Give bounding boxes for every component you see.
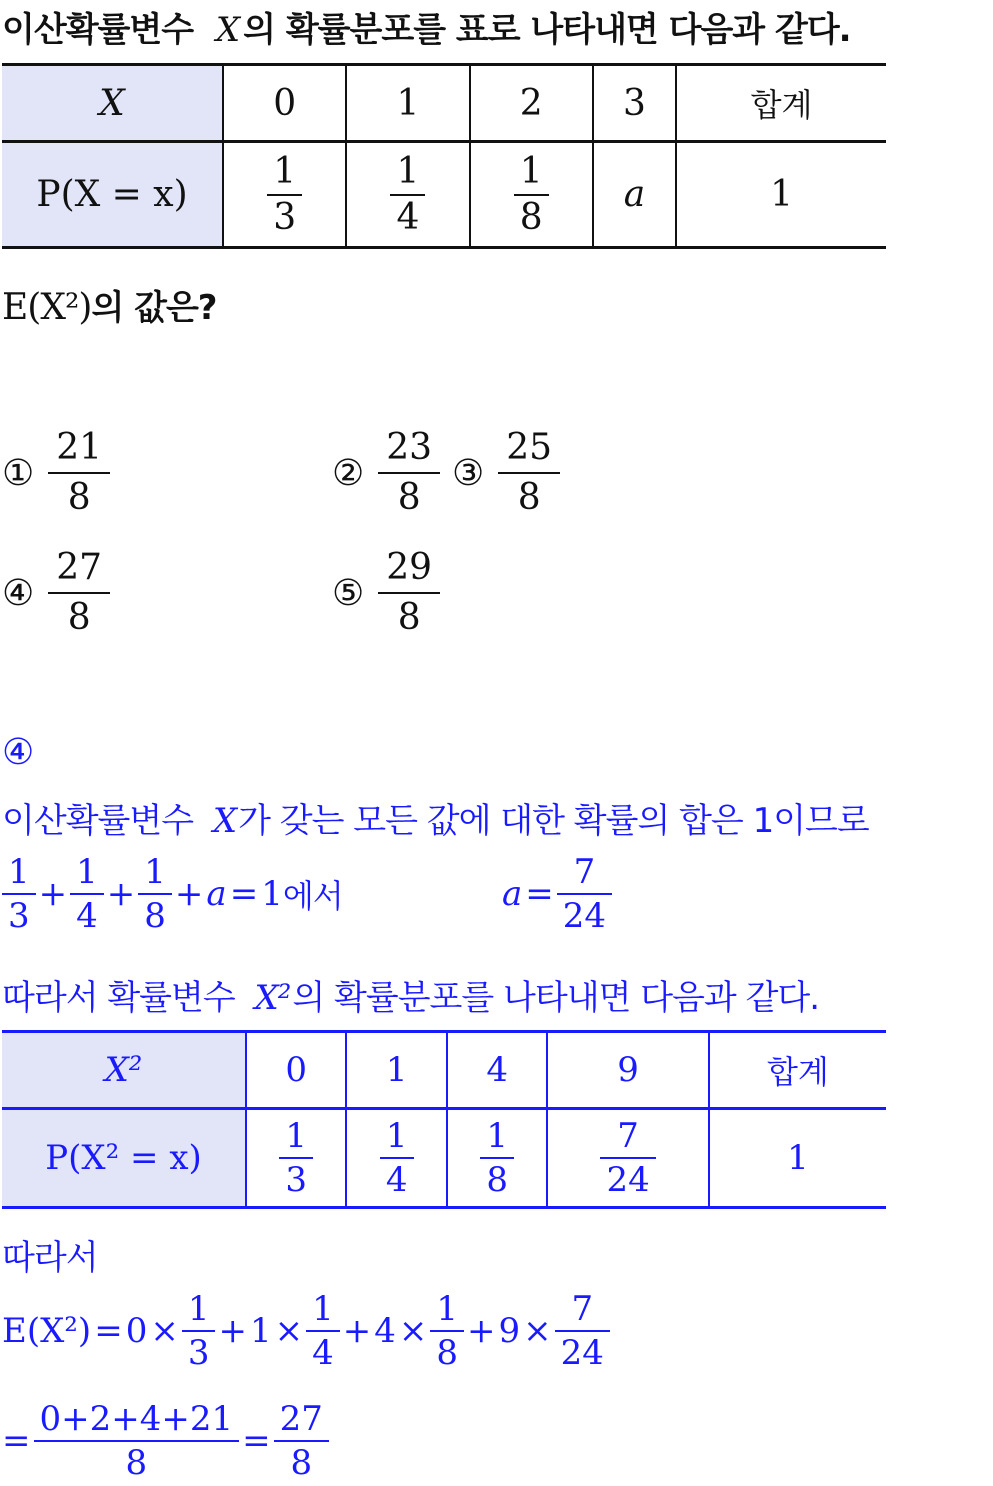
table-cell: $\frac{7}{24}$: [547, 1109, 708, 1208]
table-total-label: 합계: [709, 1032, 886, 1109]
question-ask-text: 의 값은?: [91, 288, 217, 328]
table-cell: 1: [346, 1032, 446, 1109]
solution-eq2: E(X²) = 0 × $\frac{1}{3}$ + 1 × $\frac{1}{4}$ + 4 × $\frac{1}{8}$ + 9 × $\frac{7}{24}$: [2, 1292, 610, 1370]
question-intro: [2, 2, 851, 51]
solution-line1: 이산확률변수 X가 갖는 모든 값에 대한 확률의 합은 1이므로: [2, 801, 869, 841]
table-total-label: 합계: [676, 65, 886, 142]
solution-eq1-result: a = $\frac{7}{24}$: [502, 855, 612, 933]
table-total-value: 1: [709, 1109, 886, 1208]
table-row-probs: [2, 142, 886, 248]
question-intro-before: 이산확률변수: [2, 10, 194, 50]
table-cell: 0: [246, 1032, 346, 1109]
solution-therefore: 따라서: [2, 1238, 98, 1278]
choice-3[interactable]: ③ $\frac{25}{8}$: [452, 430, 560, 516]
solution-table: [2, 1030, 886, 1209]
table-cell: $\frac{1}{3}$: [246, 1109, 346, 1208]
table-total-value: 1: [676, 142, 886, 248]
table-cell-a: a: [593, 142, 676, 248]
table-cell: 9: [547, 1032, 708, 1109]
table-row-probs: [2, 1109, 886, 1208]
table-cell: 0: [223, 65, 346, 142]
table-prob-label: P(X² = x): [2, 1109, 246, 1208]
question-ask-expr: E(X²): [2, 287, 92, 328]
table-header-x: X: [2, 65, 223, 142]
choice-5[interactable]: ⑤ $\frac{29}{8}$: [332, 550, 440, 636]
choice-1[interactable]: ① $\frac{21}{8}$: [2, 430, 110, 516]
probability-table: [2, 63, 886, 249]
choice-4[interactable]: ④ $\frac{27}{8}$: [2, 550, 110, 636]
table-row-values: [2, 1032, 886, 1109]
answer-mark: ④: [2, 732, 35, 773]
table-cell: 4: [447, 1032, 547, 1109]
choice-2[interactable]: ② $\frac{23}{8}$: [332, 430, 440, 516]
table-row-values: [2, 65, 886, 142]
table-cell: 3: [593, 65, 676, 142]
table-cell: 2: [470, 65, 593, 142]
table-cell: $\frac{1}{8}$: [447, 1109, 547, 1208]
question-intro-var: X: [215, 10, 240, 50]
solution-eq3: = $\frac{0+2+4+21}{8}$ = $\frac{27}{8}$: [2, 1402, 329, 1480]
table-cell: 1: [346, 65, 469, 142]
table-prob-label: P(X = x): [2, 142, 223, 248]
table-header-x2: X²: [2, 1032, 246, 1109]
solution-line2: 따라서 확률변수 X²의 확률분포를 나타내면 다음과 같다.: [2, 978, 820, 1018]
table-cell: $\frac{1}{4}$: [346, 1109, 446, 1208]
table-cell: $\frac{1}{8}$: [470, 142, 593, 248]
question-intro-after: 의 확률분포를 표로 나타내면 다음과 같다.: [243, 10, 851, 50]
solution-eq1: $\frac{1}{3}$ + $\frac{1}{4}$ + $\frac{1}{8}$ + a = 1 에서: [2, 855, 343, 933]
question-ask: [2, 280, 217, 329]
table-cell: $\frac{1}{3}$: [223, 142, 346, 248]
table-cell: $\frac{1}{4}$: [346, 142, 469, 248]
